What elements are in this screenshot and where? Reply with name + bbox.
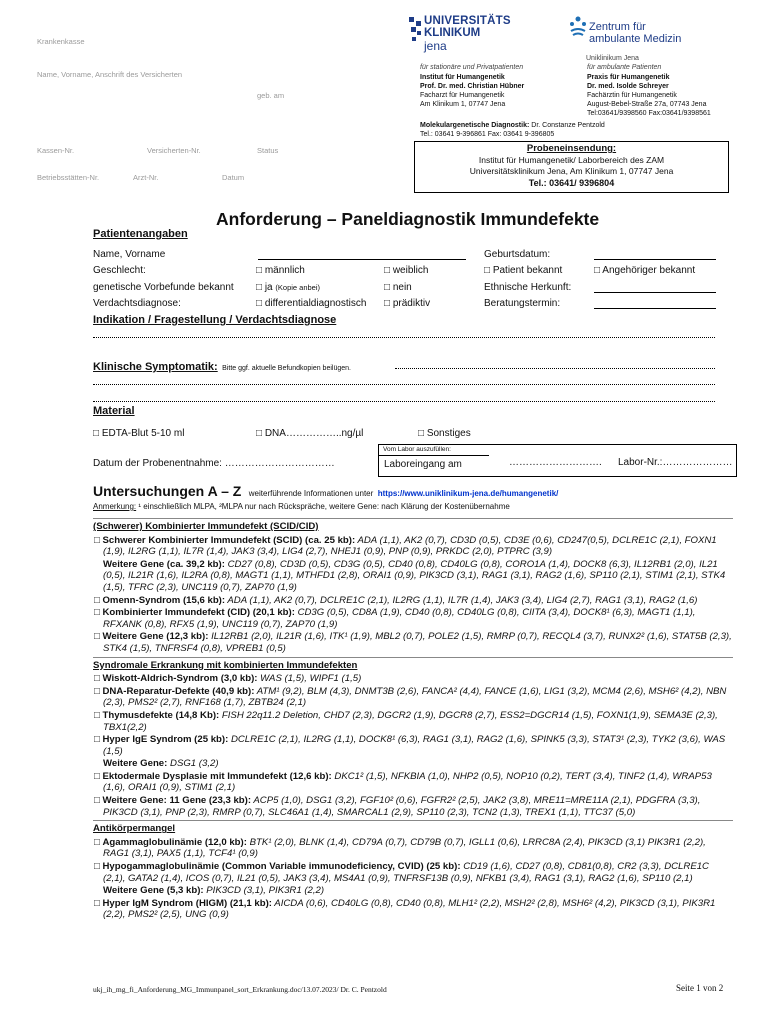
dna-label: DNA……………..ng/µl	[264, 428, 364, 439]
krankenkasse-label: Krankenkasse	[37, 37, 85, 46]
test-genes: ACP5 (1,0), DSG1 (3,2), FGF10² (0,6), FGFR2² (2,5), JAK2 (3,8), MRE11=MRE11A (2,1), PDGFRA (3,3), PIK3CD (3,1), PNP (2,3), RMRP (0,7), SLC46A1 (1,4), SMARCAL1 (2,9), SP110 (2,3), TCN2 (1,3), TREX1 (1,1), TTC37 (5,0)	[103, 795, 701, 818]
weiblich-label: weiblich	[392, 265, 429, 276]
test-entry[interactable]	[93, 535, 733, 558]
page-title: Anforderung – Paneldiagnostik Immundefekte	[216, 209, 600, 229]
anmerkung-line	[93, 502, 510, 511]
molekular-value: Dr. Constanze Pentzold	[529, 122, 605, 129]
tests-list	[93, 516, 733, 922]
checkbox-icon[interactable]: □	[94, 673, 103, 685]
test-entry[interactable]	[93, 686, 733, 709]
checkbox-icon[interactable]: □	[256, 265, 263, 276]
group-header: Antikörpermangel	[93, 823, 176, 835]
geschlecht-label: Geschlecht:	[93, 265, 146, 276]
checkbox-icon[interactable]: □	[94, 709, 103, 721]
beratung-field[interactable]	[594, 308, 716, 309]
ethnische-label: Ethnische Herkunft:	[484, 282, 572, 293]
address-right-l4: August-Bebel-Straße 27a, 07743 Jena	[587, 101, 707, 108]
weiblich-option[interactable]	[384, 265, 428, 276]
kassen-nr-label: Kassen-Nr.	[37, 146, 75, 155]
laboreingang-field[interactable]: ……………………….	[509, 457, 602, 468]
address-left-l2: Prof. Dr. med. Christian Hübner	[420, 83, 525, 90]
group-divider	[93, 820, 733, 821]
test-entry[interactable]	[93, 607, 733, 630]
test-name: Weitere Gene (12,3 kb):	[102, 631, 209, 643]
test-genes: WAS (1,5), WIPF1 (1,5)	[257, 673, 362, 685]
betriebsstaetten-nr-label: Betriebsstätten-Nr.	[37, 173, 100, 182]
dna-option[interactable]	[256, 428, 363, 439]
maennlich-option[interactable]	[256, 265, 305, 276]
test-entry	[93, 559, 733, 594]
untersuchungen-sub: weiterführende Informationen unter	[248, 489, 374, 498]
differential-option[interactable]	[256, 298, 366, 309]
checkbox-icon[interactable]: □	[94, 607, 103, 619]
versicherten-nr-label: Versicherten-Nr.	[147, 146, 201, 155]
klinisch-note: Bitte ggf. aktuelle Befundkopien beilügen.	[222, 365, 351, 372]
name-address-label: Name, Vorname, Anschrift des Versicherten	[37, 70, 183, 79]
checkbox-icon[interactable]: □	[384, 282, 391, 293]
test-genes: DCLRE1C (2,1), IL2RG (1,1), DOCK8¹ (6,3), RAG1 (3,1), RAG2 (1,6), SPINK5 (3,3), STAT3¹ (2,3), TYK2 (3,6), WAS (1,5)	[103, 734, 726, 757]
checkbox-icon[interactable]: □	[94, 685, 103, 697]
address-right-l2: Dr. med. Isolde Schreyer	[587, 83, 669, 90]
arzt-nr-label: Arzt-Nr.	[133, 173, 159, 182]
test-entry[interactable]	[93, 595, 733, 607]
test-name: Weitere Gene (5,3 kb):	[103, 885, 204, 897]
uk-logo-line1: UNIVERSITÄTS	[424, 15, 511, 27]
indikation-line[interactable]	[93, 337, 715, 338]
address-right-l1: Praxis für Humangenetik	[587, 74, 670, 81]
datum-label: Datum	[222, 173, 245, 182]
material-section-title: Material	[93, 405, 135, 417]
klinisch-line-1[interactable]	[395, 368, 715, 369]
test-genes: CD19 (1,6), CD27 (0,8), CD81(0,8), CR2 (3,3), DCLRE1C (2,1), GATA2 (1,4), ICOS (0,7), IL21 (0,5), JAK3 (3,4), MS4A1 (0,9), TNFRSF13B (0,9), NFKB1 (3,4), RAG1 (3,1), RAG2 (1,6), SP110 (2,1)	[103, 861, 709, 884]
footer-page: Seite 1 von 2	[676, 983, 724, 993]
checkbox-icon[interactable]: □	[94, 770, 103, 782]
uk-logo-line2: KLINIKUM	[424, 27, 481, 39]
uk-logo-line3: jena	[424, 39, 447, 53]
test-genes: ADA (1,1), AK2 (0,7), DCLRE1C (2,1), IL2RG (1,1), IL7R (1,4), JAK3 (3,4), LIG4 (2,7), RAG1 (3,1), RAG2 (1,6)	[225, 594, 698, 606]
klinisch-section-title: Klinische Symptomatik:	[93, 361, 218, 373]
probe-l2: Universitätsklinikum Jena, Am Klinikum 1, 07747 Jena	[469, 166, 674, 176]
test-entry[interactable]	[93, 795, 733, 818]
ja-note: (Kopie anbei)	[275, 283, 321, 292]
address-right-l5: Tel:03641/9398560 Fax:03641/9398561	[587, 110, 711, 117]
molekular-label: Molekulargenetische Diagnostik:	[420, 122, 530, 129]
checkbox-icon[interactable]: □	[94, 897, 103, 909]
sonstiges-option[interactable]	[418, 428, 471, 439]
group-divider	[93, 657, 733, 658]
test-genes: CD27 (0,8), CD3D (0,5), CD3G (0,5), CD40 (0,8), CD40LG (0,8), CORO1A (1,4), DOCK8 (6,3), IL12RB1 (2,0), IL21 (0,5), IL21R (1,6), IL2RA (0,8), MAGT1 (1,1), MTHFD1 (2,8), ORAI1 (0,9), PIK3CD (3,1), RAG1 (3,1), RAG2 (1,6), SP110 (2,1), STIM1 (2,1), STK4 (1,5), TFRC (2,3), UNC119 (0,7), ZAP70 (1,9)	[103, 558, 726, 593]
checkbox-icon[interactable]: □	[94, 534, 103, 546]
humangenetik-link[interactable]: https://www.uniklinikum-jena.de/humangenetik/	[377, 489, 559, 498]
address-left-tag: für stationäre und Privatpatienten	[420, 64, 524, 71]
test-name: Weitere Gene (ca. 39,2 kb):	[103, 558, 225, 570]
differential-label: differentialdiagnostisch	[264, 298, 367, 309]
test-entry[interactable]	[93, 710, 733, 733]
patient-bekannt-option[interactable]	[484, 265, 562, 276]
test-entry[interactable]	[93, 734, 733, 757]
verdacht-label: Verdachtsdiagnose:	[93, 298, 181, 309]
group-divider	[93, 518, 733, 519]
checkbox-icon[interactable]: □	[256, 428, 263, 439]
geb-am-label: geb. am	[257, 91, 285, 100]
indikation-section-title: Indikation / Fragestellung / Verdachtsdiagnose	[93, 314, 337, 326]
test-genes: BTK¹ (2,0), BLNK (1,4), CD79A (0,7), CD79B (0,7), IGLL1 (0,6), LRRC8A (2,4), PIK3CD (3,1) PIK3R1 (2,2), RAG1 (3,1), PAX5 (1,1), TCF4¹ (0,9)	[103, 836, 706, 860]
test-genes: FISH 22q11.2 Deletion, CHD7 (2,3), DGCR2 (1,9), DGCR8 (2,7), ESS2=DGCR14 (1,5), FOXN1(1,9), SEMA3E (2,3), TBX1(2,2)	[103, 709, 718, 733]
angehoeriger-option[interactable]	[594, 265, 695, 276]
zam-emblem-icon	[568, 15, 588, 37]
praediktiv-label: prädiktiv	[392, 298, 431, 309]
test-genes: CD3G (0,5), CD8A (1,9), CD40 (0,8), CD40LG (0,8), CIITA (3,4), DOCK8¹ (6,3), MAGT1 (1,1), RFXANK (0,8), RFX5 (1,9), UNC119 (0,7), ZAP70 (1,9)	[103, 607, 696, 630]
test-genes: ATM¹ (9,2), BLM (4,3), DNMT3B (2,6), FANCA² (4,4), FANCE (1,6), LIG1 (3,2), MCM4 (2,6), MSH6² (4,2), NBN (2,3), PMS2² (2,7), RNF168 (1,7), ZBTB24 (2,1)	[103, 685, 727, 709]
address-right-l3: Fachärztin für Humangenetik	[587, 92, 677, 99]
checkbox-icon[interactable]: □	[484, 265, 491, 276]
test-name: Hyper IgE Syndrom (25 kb):	[102, 734, 229, 746]
checkbox-icon[interactable]: □	[94, 631, 103, 643]
test-entry[interactable]	[93, 771, 733, 794]
checkbox-icon[interactable]: □	[94, 861, 103, 873]
group-header: (Schwerer) Kombinierter Immundefekt (SCID/CID)	[93, 521, 319, 532]
test-name: Weitere Gene:	[103, 758, 168, 770]
test-entry[interactable]	[93, 898, 733, 921]
edta-label: EDTA-Blut 5-10 ml	[101, 428, 185, 439]
test-name: DNA-Reparatur-Defekte (40,9 kb):	[102, 685, 255, 697]
labor-nr-field[interactable]: Labor-Nr.:…………………	[618, 457, 733, 468]
geburtsdatum-field[interactable]	[594, 259, 716, 260]
test-name: Kombinierter Immundefekt (CID) (20,1 kb):	[102, 607, 295, 619]
patient-bekannt-label: Patient bekannt	[492, 265, 563, 276]
address-left-l1: Institut für Humangenetik	[420, 74, 505, 81]
test-entry	[93, 885, 733, 897]
test-entry[interactable]	[93, 861, 733, 884]
klinisch-line-header	[93, 357, 351, 375]
address-left-l4: Am Klinikum 1, 07747 Jena	[420, 101, 506, 108]
ja-option[interactable]	[256, 282, 320, 293]
test-name: Thymusdefekte (14,8 Kb):	[102, 709, 220, 721]
test-genes: IL12RB1 (2,0), IL21R (1,6), ITK¹ (1,9), MBL2 (0,7), POLE2 (1,5), RMRP (0,7), RECQL4 (3,7), RUNX2² (1,6), STAT5B (2,3), STK4 (1,5), TNFRSF4 (0,8), VPREB1 (0,5)	[103, 631, 732, 654]
address-left-l3: Facharzt für Humangenetik	[420, 92, 505, 99]
probe-tel: Tel.: 03641/ 9396804	[528, 178, 615, 188]
klinisch-line-2[interactable]	[93, 384, 715, 385]
test-genes: ADA (1,1), AK2 (0,7), CD3D (0,5), CD3E (0,6), CD247(0,5), DCLRE1C (2,1), FOXN1 (1,9), IL2RG (1,1), IL7R (1,4), JAK3 (3,4), LIG4 (2,7), NHEJ1 (0,9), PNP (0,9), PRKDC (2,0), PTPRC (3,9)	[103, 534, 717, 558]
maennlich-label: männlich	[264, 265, 305, 276]
test-name: Hypogammaglobulinämie (Common Variable immunodeficiency, CVID) (25 kb):	[102, 861, 461, 873]
name-field[interactable]	[258, 259, 466, 260]
probe-l1: Institut für Humangenetik/ Laborbereich des ZAM	[478, 155, 665, 165]
nein-option[interactable]	[384, 282, 412, 293]
praediktiv-option[interactable]	[384, 298, 430, 309]
uk-jena-emblem-icon	[409, 17, 423, 47]
footer-file: ukj_ih_mg_fi_Anforderung_MG_Immunpanel_sort_Erkrankung.doc/13.07.2023/ Dr. C. Pentzold	[93, 985, 387, 994]
name-label: Name, Vorname	[93, 249, 166, 260]
test-name: Omenn-Syndrom (15,6 kb):	[102, 594, 226, 606]
test-entry[interactable]	[93, 673, 733, 685]
geburtsdatum-label: Geburtsdatum:	[484, 249, 551, 260]
probenentnahme-datum[interactable]: Datum der Probenentnahme: ……………………………	[93, 458, 335, 469]
checkbox-icon[interactable]: □	[94, 734, 103, 746]
labor-box	[378, 444, 737, 477]
test-entry	[93, 758, 733, 770]
zam-line3: Uniklinikum Jena	[586, 55, 639, 62]
checkbox-icon[interactable]: □	[94, 795, 103, 807]
angehoeriger-label: Angehöriger bekannt	[602, 265, 696, 276]
test-entry[interactable]	[93, 837, 733, 860]
test-name: Weitere Gene: 11 Gene (23,3 kb):	[102, 795, 252, 807]
test-genes: DSG1 (3,2)	[167, 758, 219, 770]
ethnische-field[interactable]	[594, 292, 716, 293]
patient-section-title: Patientenangaben	[93, 228, 188, 240]
untersuchungen-title: Untersuchungen A – Z	[93, 483, 242, 499]
test-name: Ektodermale Dysplasie mit Immundefekt (12,6 kb):	[102, 770, 332, 782]
test-name: Wiskott-Aldrich-Syndrom (3,0 kb):	[102, 673, 258, 685]
checkbox-icon[interactable]: □	[93, 428, 100, 439]
nein-label: nein	[392, 282, 412, 293]
checkbox-icon[interactable]: □	[418, 428, 425, 439]
molekular-line	[420, 121, 605, 130]
checkbox-icon[interactable]: □	[594, 265, 601, 276]
zam-line2: ambulante Medizin	[589, 33, 682, 45]
checkbox-icon[interactable]: □	[94, 594, 103, 606]
checkbox-icon[interactable]: □	[256, 282, 263, 293]
checkbox-icon[interactable]: □	[384, 265, 391, 276]
molekular-tel: Tel.: 03641 9-396861 Fax: 03641 9-396805	[420, 131, 555, 138]
probe-title: Probeneinsendung:	[526, 143, 617, 154]
vom-labor-label: Vom Labor auszufüllen:	[383, 446, 451, 453]
anmerkung-label: Anmerkung:	[93, 502, 137, 511]
checkbox-icon[interactable]: □	[256, 298, 263, 309]
sonstiges-label: Sonstiges	[426, 428, 471, 439]
test-name: Schwerer Kombinierter Immundefekt (SCID) (ca. 25 kb):	[102, 534, 356, 546]
vorbefunde-label: genetische Vorbefunde bekannt	[93, 282, 234, 293]
probeneinsendung-box	[414, 141, 729, 193]
test-name: Agammaglobulinämie (12,0 kb):	[102, 836, 247, 848]
checkbox-icon[interactable]: □	[94, 836, 103, 848]
test-name: Hyper IgM Syndrom (HIGM) (21,1 kb):	[102, 897, 272, 909]
group-header: Syndromale Erkrankung mit kombinierten Immundefekten	[93, 659, 358, 671]
status-label: Status	[257, 146, 279, 155]
test-entry[interactable]	[93, 631, 733, 654]
edta-option[interactable]	[93, 428, 184, 439]
anmerkung-text: ¹ einschließlich MLPA, ²MLPA nur nach Rückspräche, weitere Gene: nach Klärung der Kostenübernahme	[136, 502, 510, 511]
laboreingang-label: Laboreingang am	[384, 459, 462, 470]
checkbox-icon[interactable]: □	[384, 298, 391, 309]
test-genes: AICDA (0,6), CD40LG (0,8), CD40 (0,8), MLH1² (2,2), MSH2² (2,8), MSH6² (4,2), PIK3CD (3,1), PIK3R1 (2,2), PMS2² (2,5), UNG (0,9)	[103, 897, 716, 921]
untersuchungen-header	[93, 483, 558, 501]
klinisch-line-3[interactable]	[93, 401, 715, 402]
ja-label: ja	[264, 282, 273, 293]
uk-jena-logo	[409, 15, 519, 57]
zam-logo	[568, 13, 718, 65]
zam-line1: Zentrum für	[589, 21, 646, 33]
test-genes: PIK3CD (3,1), PIK3R1 (2,2)	[203, 885, 325, 897]
address-right-tag: für ambulante Patienten	[587, 64, 662, 71]
test-genes: DKC1² (1,5), NFKBIA (1,0), NHP2 (0,5), NOP10 (0,2), TERT (3,4), TINF2 (1,4), WRAP53 (1,6), ORAI1 (0,9), STIM1 (2,1)	[103, 770, 712, 794]
beratung-label: Beratungstermin:	[484, 298, 561, 309]
